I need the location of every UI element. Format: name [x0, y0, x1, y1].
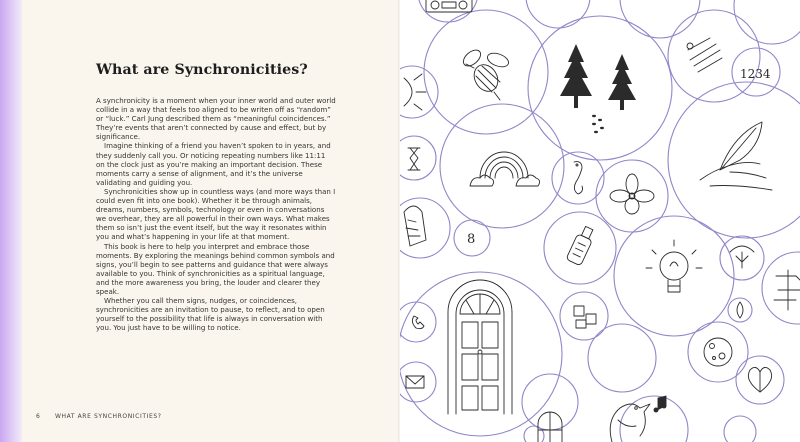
circle-pattern-illustration	[400, 0, 800, 442]
orchid-icon	[610, 174, 654, 214]
puzzle-pieces-icon	[574, 306, 596, 328]
paragraph: Synchronicities show up in countless ways (and more ways than I could even fit into one book). Whether it be through animals, dreams, numbers, symbols, technology or even in conversations we overhear, they are all powerful in their own ways. What makes them so isn’t just the event itself, but the way it resonates within you and what’s happening in your life at that moment.	[96, 186, 336, 242]
music-notes-icon	[654, 396, 666, 412]
bird-icon	[610, 404, 650, 442]
arched-door-icon	[448, 280, 512, 414]
right-page-illustration	[400, 0, 800, 442]
telephone-icon	[412, 316, 424, 329]
lightbulb-icon	[646, 240, 702, 292]
running-head: WHAT ARE SYNCHRONICITIES?	[54, 413, 162, 420]
window-icon	[538, 412, 562, 442]
envelope-icon	[406, 376, 424, 388]
seahorse-icon	[574, 162, 583, 194]
page-footer	[36, 413, 162, 420]
footprints-icon	[592, 115, 604, 133]
feather-streaks-icon	[687, 38, 722, 72]
tree-icon	[730, 246, 754, 268]
paragraph: A synchronicity is a moment when your inner world and outer world collide in a way that feels too aligned to be writen off as “random” or “luck.” Carl Jung described them as “meaningful coincidences.” They’re events that aren’t connected by cause and effect, but by significance.	[96, 96, 336, 142]
page-edge-tint	[0, 0, 22, 442]
page-number: 6	[36, 413, 41, 420]
number-8-icon: 8	[467, 232, 476, 247]
page-title: What are Synchronicities?	[96, 62, 308, 78]
hand-with-leaf-icon	[700, 122, 772, 190]
signpost-icon	[774, 270, 800, 310]
moon-icon	[704, 338, 732, 366]
flame-icon	[737, 302, 743, 318]
pine-trees-icon	[560, 44, 636, 110]
sun-icon	[404, 74, 426, 110]
hourglass-icon	[408, 148, 420, 170]
paragraph: Imagine thinking of a friend you haven’t spoken to in years, and they suddenly call you. Or noticing repeating numbers like 11:11 on the clock just as you’re making an important decision. These moments carry a sense of alignment, and it’s the universe validating and guiding you.	[96, 141, 331, 187]
bee-icon	[460, 47, 510, 100]
heart-leaf-icon	[748, 367, 771, 392]
rainbow-icon	[470, 152, 540, 186]
paragraph: Whether you call them signs, nudges, or coincidences, synchronicities are an invitation to pause, to reflect, and to open yourself to the possibility that life is always in conversation with you. You just have to be willing to notice.	[96, 296, 325, 333]
paragraph: This book is here to help you interpret and embrace those moments. By exploring the meanings behind common symbols and signs, you’ll begin to see patterns and guidance that were always available to you. Think of synchronicities as a spiritual language, and the more awareness you bring, the louder and clearer they speak.	[96, 241, 335, 296]
boombox-icon	[426, 0, 472, 12]
number-1234-icon: 1234	[740, 67, 771, 81]
tiger-icon	[404, 206, 426, 246]
body-text	[96, 96, 336, 332]
message-in-bottle-icon	[566, 225, 597, 266]
